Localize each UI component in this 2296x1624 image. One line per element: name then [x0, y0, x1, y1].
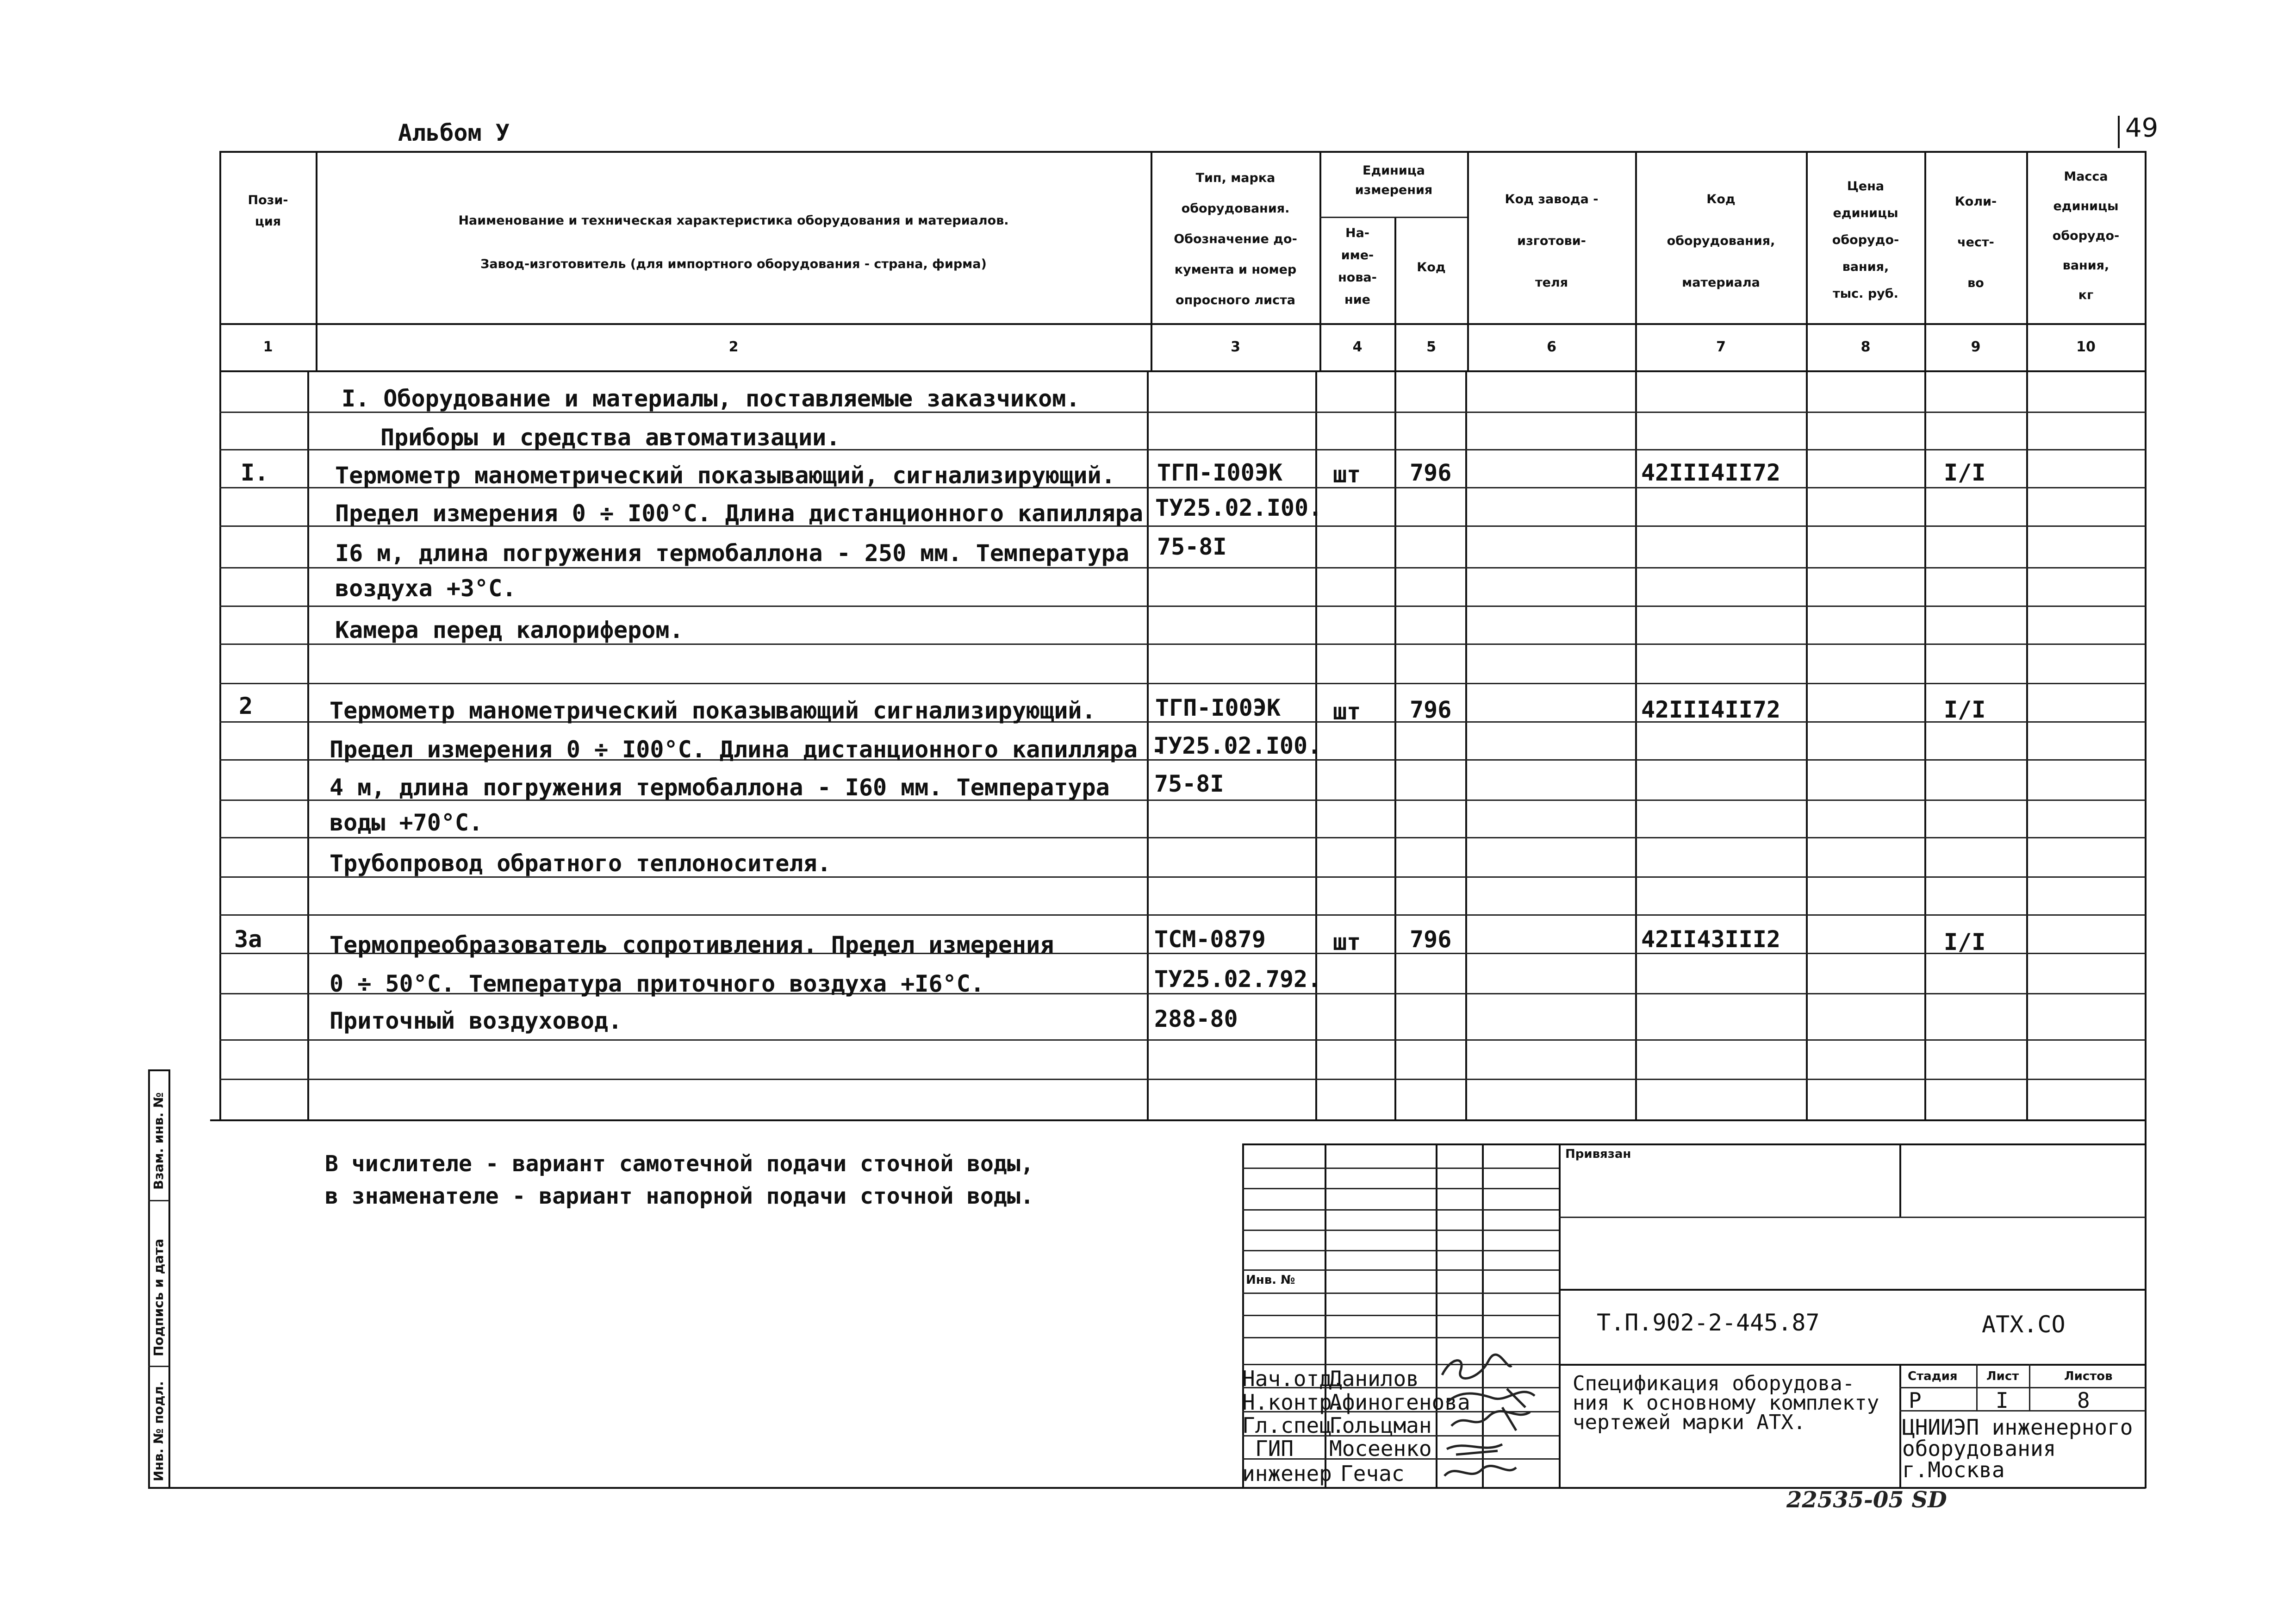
header-unit-name: На- име- нова- ние [1338, 226, 1377, 307]
row-name: Трубопровод обратного теплоносителя. [330, 850, 831, 877]
signer-name: Гольцман [1329, 1413, 1432, 1438]
doc-title: Спецификация оборудова- ния к основному комплекту чертежей марки АТХ. [1573, 1372, 1879, 1434]
row-position: 3а [234, 926, 262, 953]
side-label-replace: Взам. инв. № [151, 1092, 166, 1190]
header-equipment-code: Код оборудования, материала [1667, 192, 1775, 290]
footer-code: 22535-05 SD [1786, 1487, 1947, 1513]
row-name: Термометр манометрический показывающий, сигнализирующий. [335, 462, 1115, 489]
signature-scribbles-icon [1437, 1352, 1558, 1486]
row-name: I6 м, длина погружения термобаллона - 250 мм. Температура [335, 540, 1129, 567]
header-factory-code: Код завода - изготови- теля [1505, 192, 1599, 290]
header-name: Наименование и техническая характеристика оборудования и материалов. Завод-изготовитель (для импортного оборудования - страна, фирма) [458, 213, 1009, 271]
inv-no-label: Инв. № [1246, 1273, 1295, 1287]
signer-role: инженер [1242, 1461, 1332, 1486]
row-quantity: I/I [1944, 696, 1986, 723]
row-type: ТУ25.02.I00. [1154, 732, 1322, 759]
row-type: ТУ25.02.792. [1154, 966, 1322, 993]
row-type: ТГП-I00ЭК [1155, 694, 1281, 721]
row-unit-code: 796 [1410, 459, 1452, 486]
col-number: 6 [1547, 339, 1556, 355]
col-number: 3 [1231, 339, 1240, 355]
signer-role: Гл.спец. [1242, 1413, 1345, 1438]
row-name: Камера перед калорифером. [335, 617, 684, 643]
row-unit-code: 796 [1410, 696, 1452, 723]
sheet-label: Лист [1986, 1369, 2019, 1383]
row-type: ТГП-I00ЭК [1157, 459, 1282, 486]
signer-name: Гечас [1340, 1461, 1405, 1486]
row-equipment-code: 42II43III2 [1641, 926, 1781, 953]
row-name: Термометр манометрический показывающий сигнализирующий. [330, 697, 1096, 724]
doc-code: Т.П.902-2-445.87 [1597, 1309, 1820, 1336]
stage-value: Р [1909, 1388, 1922, 1413]
row-name: I. Оборудование и материалы, поставляемые заказчиком. [342, 385, 1080, 412]
header-position: Пози- ция [248, 193, 288, 229]
sheet-value: I [1996, 1388, 2009, 1413]
row-name: Предел измерения 0 ÷ I00°С. Длина дистанционного капилляра - [330, 736, 1166, 763]
header-quantity: Коли- чест- во [1954, 194, 1997, 290]
row-type: ТУ25.02.I00. [1155, 494, 1323, 521]
stage-label: Стадия [1908, 1369, 1958, 1383]
row-name: 0 ÷ 50°С. Температура приточного воздуха +I6°С. [330, 970, 984, 997]
signer-role: Н.контр. [1242, 1390, 1345, 1415]
row-quantity: I/I [1944, 929, 1986, 956]
row-position: 2 [239, 693, 253, 719]
col-number: 1 [263, 339, 273, 355]
page-number-tick [2118, 116, 2120, 148]
row-name: воздуха +3°С. [335, 575, 516, 602]
row-quantity: I/I [1944, 459, 1986, 486]
privyazan-label: Привязан [1565, 1147, 1631, 1161]
signer-name: Данилов [1329, 1366, 1419, 1391]
row-unit: шт [1333, 461, 1361, 488]
row-name: 4 м, длина погружения термобаллона - I60 мм. Температура [330, 774, 1110, 801]
col-number: 10 [2076, 339, 2096, 355]
doc-mark: АТХ.СО [1982, 1311, 2066, 1338]
row-name: Приточный воздуховод. [330, 1007, 622, 1034]
row-type: 75-8I [1154, 770, 1224, 797]
row-type: ТСМ-0879 [1154, 926, 1266, 953]
note-line: в знаменателе - вариант напорной подачи сточной воды. [325, 1183, 1034, 1209]
row-type: 75-8I [1157, 533, 1227, 560]
page-number: 49 [2125, 113, 2159, 143]
col-number: 8 [1860, 339, 1871, 355]
header-type: Тип, марка оборудования. Обозначение до- кумента и номер опросного листа [1174, 171, 1297, 307]
header-unit-group: Единица измерения [1355, 163, 1433, 197]
signer-role: Нач.отд. [1242, 1366, 1345, 1391]
note-line: В числителе - вариант самотечной подачи сточной воды, [325, 1151, 1034, 1177]
row-unit: шт [1333, 929, 1361, 956]
row-name: воды +70°С. [330, 809, 483, 836]
header-mass: Масса единицы оборудо- вания, кг [2052, 169, 2120, 302]
album-title: Альбом У [398, 119, 510, 146]
col-number: 9 [1971, 339, 1981, 355]
header-price: Цена единицы оборудо- вания, тыс. руб. [1832, 179, 1899, 301]
row-unit: шт [1333, 698, 1361, 725]
col-number: 4 [1352, 339, 1363, 355]
row-name: Приборы и средства автоматизации. [380, 424, 840, 451]
col-number: 2 [728, 339, 739, 355]
col-number: 5 [1426, 339, 1436, 355]
header-unit-code: Код [1417, 260, 1446, 275]
row-type: 288-80 [1154, 1006, 1238, 1032]
signer-name: Афиногенова [1329, 1390, 1470, 1415]
signer-role: ГИП [1255, 1436, 1294, 1461]
row-unit-code: 796 [1410, 926, 1452, 953]
sheets-value: 8 [2077, 1388, 2090, 1413]
side-label-sign: Подпись и дата [151, 1238, 166, 1356]
row-position: I. [241, 459, 269, 486]
col-number: 7 [1716, 339, 1726, 355]
organization: ЦНИИЭП инженерного оборудования г.Москва [1902, 1415, 2133, 1482]
sheets-label: Листов [2064, 1369, 2113, 1383]
row-name: Предел измерения 0 ÷ I00°С. Длина дистанционного капилляра [335, 500, 1143, 527]
row-equipment-code: 42III4II72 [1641, 459, 1781, 486]
signer-name: Мосеенко [1329, 1436, 1432, 1461]
row-equipment-code: 42III4II72 [1641, 696, 1781, 723]
side-label-inv: Инв. № подл. [151, 1381, 166, 1481]
row-name: Термопреобразователь сопротивления. Предел измерения [330, 931, 1054, 958]
